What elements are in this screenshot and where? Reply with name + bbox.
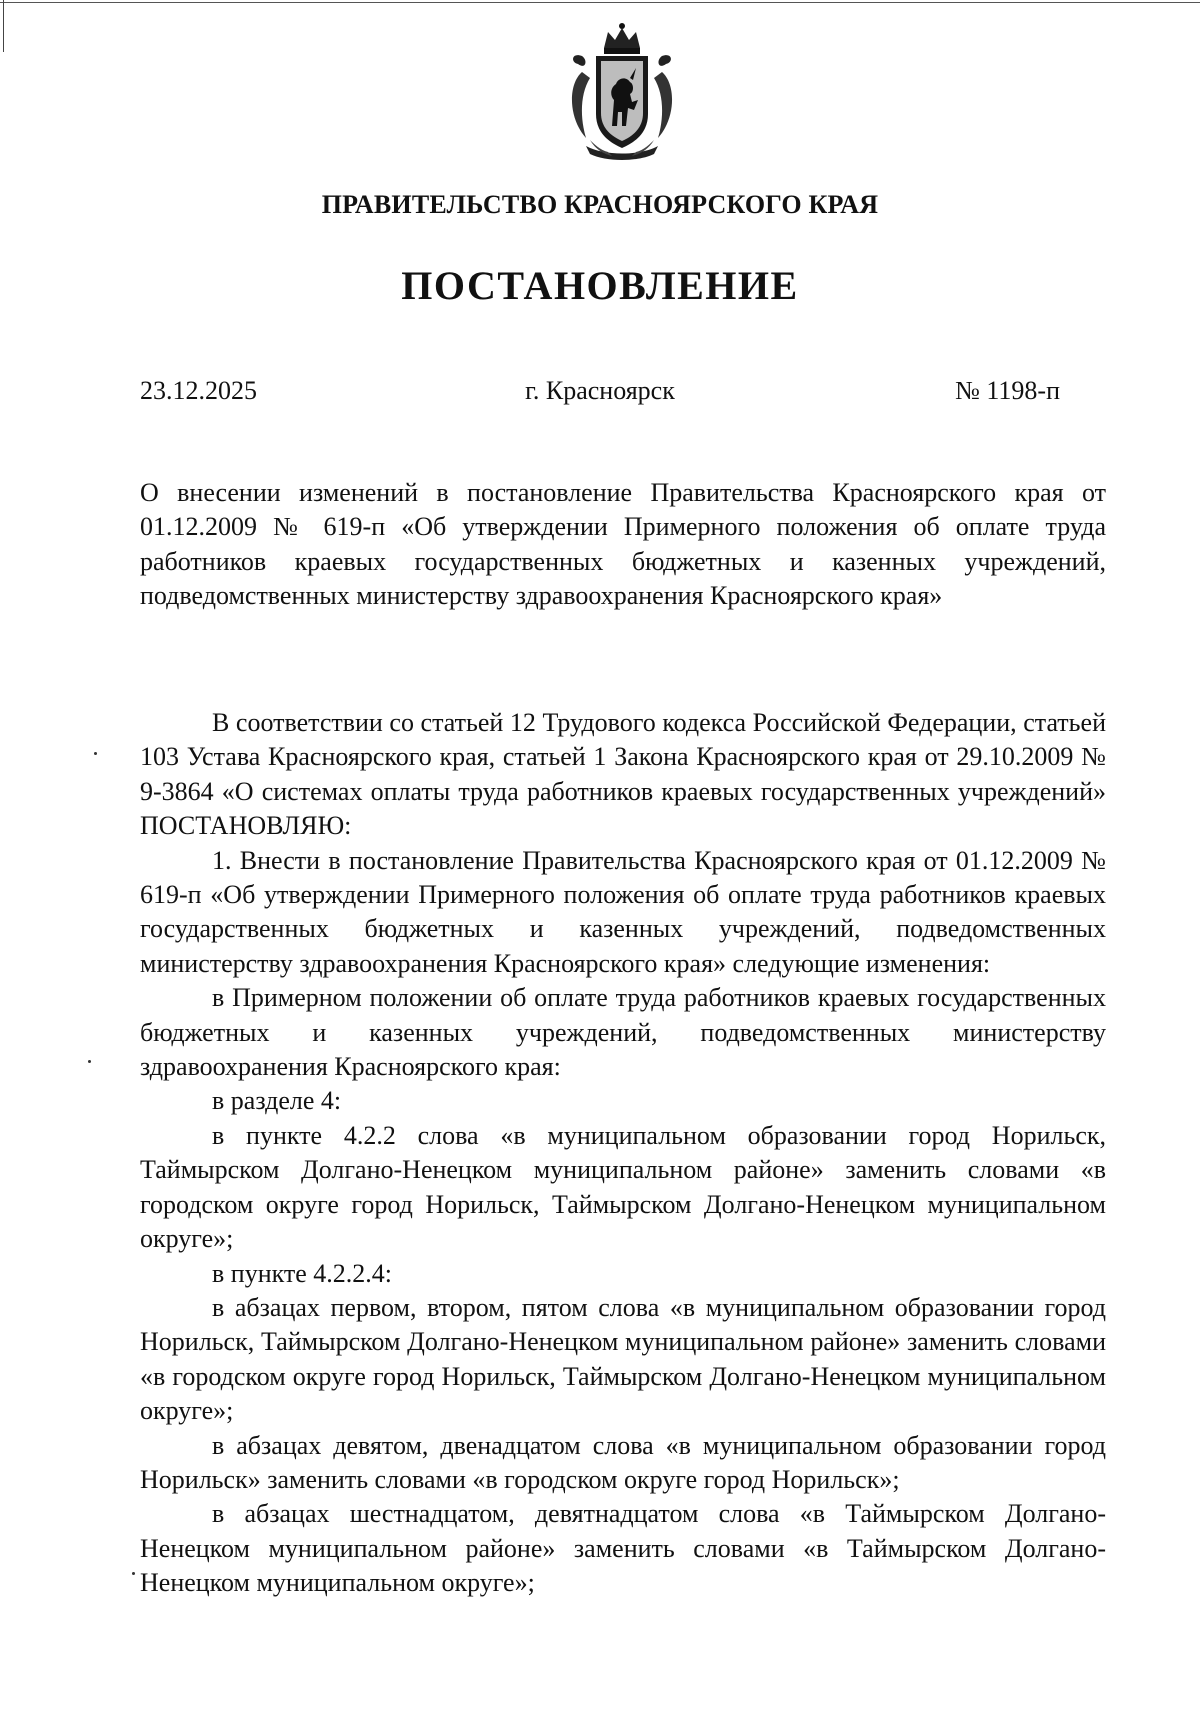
regulation-paragraph: в Примерном положении об оплате труда работников краевых государственных бюджетных и казенных учреждений, подведомственных министерству здравоохранения Красноярского края: [140, 983, 1106, 1082]
scan-speck [132, 1572, 135, 1575]
document-type-heading: ПОСТАНОВЛЕНИЕ [401, 263, 799, 308]
document-city: г. Красноярск [525, 376, 675, 405]
point-4-2-2-paragraph: в пункте 4.2.2 слова «в муниципальном образовании город Норильск, Таймырском Долгано-Ненецком муниципальном районе» заменить словами «в городском округе город Норильск, Таймырском Долгано-Ненецком муниципальном округе»; [140, 1120, 1106, 1254]
scan-edge-left [3, 0, 4, 52]
item-1-paragraph: 1. Внести в постановление Правительства Красноярского края от 01.12.2009 № 619-п «Об утверждении Примерного положения об оплате труда работников краевых государственных бюджетных и казенных учреждений, подведомственных министерству здравоохранения Красноярского края» следующие изменения: [140, 845, 1106, 978]
document-body [140, 706, 1106, 1601]
coat-of-arms-icon [560, 22, 684, 162]
document-date: 23.12.2025 [140, 376, 257, 405]
preamble-paragraph: В соответствии со статьей 12 Трудового кодекса Российской Федерации, статьей 103 Устава Красноярского края, статьей 1 Закона Красноярского края от 29.10.2009 № 9-3864 «О системах оплаты труда работников краевых государственных учреждений» ПОСТАНОВЛЯЮ: [140, 708, 1106, 841]
scan-speck [94, 752, 97, 755]
paragraphs-9-12-paragraph: в абзацах девятом, двенадцатом слова «в муниципальном образовании город Норильск» заменить словами «в городском округе город Норильск»; [140, 1430, 1106, 1494]
scan-edge-top [0, 2, 1200, 3]
scan-speck [88, 1060, 91, 1063]
document-meta-row [140, 376, 1060, 412]
document-subject: О внесении изменений в постановление Правительства Красноярского края от 01.12.2009 № 619-п «Об утверждении Примерного положения об оплате труда работников краевых государственных бюджетных и казенных учреждений, подведомственных министерству здравоохранения Красноярского края» [140, 478, 1106, 611]
paragraphs-16-19-paragraph: в абзацах шестнадцатом, девятнадцатом слова «в Таймырском Долгано-Ненецком муниципальном районе» заменить словами «в Таймырском Долгано-Ненецком муниципальном округе»; [140, 1499, 1106, 1598]
paragraphs-1-2-5-paragraph: в абзацах первом, втором, пятом слова «в муниципальном образовании город Норильск, Таймырском Долгано-Ненецком муниципальном районе» заменить словами «в городском округе город Норильск, Таймырском Долгано-Ненецком муниципальном округе»; [140, 1292, 1106, 1426]
section-4-paragraph: в разделе 4: [212, 1086, 342, 1116]
point-4-2-2-4-paragraph: в пункте 4.2.2.4: [212, 1258, 393, 1288]
document-number: № 1198-п [955, 376, 1060, 405]
organization-title: ПРАВИТЕЛЬСТВО КРАСНОЯРСКОГО КРАЯ [321, 190, 879, 219]
